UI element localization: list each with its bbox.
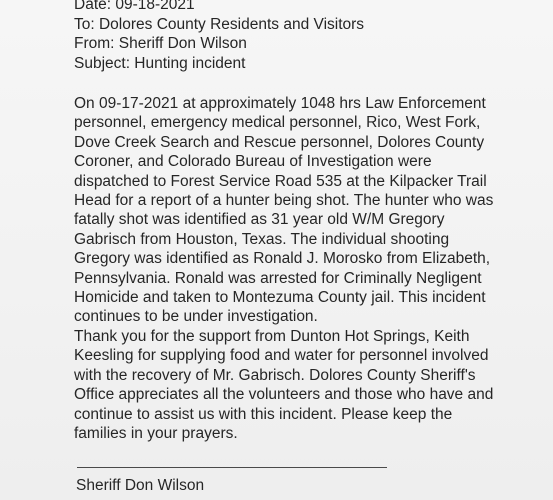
paragraph-incident bbox=[74, 94, 544, 327]
text-line: fatally shot was identified as 31 year old W/M Gregory bbox=[74, 211, 445, 229]
text-line: personnel, emergency medical personnel, Rico, West Fork, bbox=[74, 114, 481, 132]
text-line: Head for a report of a hunter being shot. The hunter who was bbox=[74, 192, 494, 210]
text-line: continue to assist us with this incident. Please keep the bbox=[74, 405, 453, 423]
memo-date: Date: 09-18-2021 bbox=[74, 0, 195, 13]
text-line: Coroner, and Colorado Bureau of Investigation were bbox=[74, 153, 432, 171]
text-line: Gregory was identified as Ronald J. Morosko from Elizabeth, bbox=[74, 250, 491, 268]
text-line: Keesling for supplying food and water for personnel involved bbox=[74, 347, 489, 365]
text-line: On 09-17-2021 at approximately 1048 hrs Law Enforcement bbox=[74, 95, 486, 112]
text-line: Thank you for the support from Dunton Hot Springs, Keith bbox=[74, 327, 470, 345]
text-line: Office appreciates all the volunteers and those who have and bbox=[74, 386, 494, 404]
signature-name: Sheriff Don Wilson bbox=[76, 477, 205, 494]
text-line: dispatched to Forest Service Road 535 at the Kilpacker Trail bbox=[74, 172, 487, 190]
text-line: families in your prayers. bbox=[74, 424, 238, 442]
text-line: Dove Creek Search and Rescue personnel, Dolores County bbox=[74, 133, 485, 151]
memo-to: To: Dolores County Residents and Visitors bbox=[74, 15, 365, 33]
paragraph-thanks bbox=[74, 327, 544, 443]
signature-line bbox=[77, 467, 387, 468]
memo-subject: Subject: Hunting incident bbox=[74, 54, 246, 72]
text-line: Homicide and taken to Montezuma County jail. This incident bbox=[74, 289, 486, 307]
text-line: Pennsylvania. Ronald was arrested for Criminally Negligent bbox=[74, 269, 482, 287]
text-line: Gabrisch from Houston, Texas. The individual shooting bbox=[74, 230, 450, 248]
text-line: with the recovery of Mr. Gabrisch. Dolores County Sheriff's bbox=[74, 366, 476, 384]
memo-header bbox=[74, 0, 544, 73]
memo-from: From: Sheriff Don Wilson bbox=[74, 35, 247, 52]
text-line: continues to be under investigation. bbox=[74, 308, 318, 326]
memo-body bbox=[74, 94, 544, 443]
